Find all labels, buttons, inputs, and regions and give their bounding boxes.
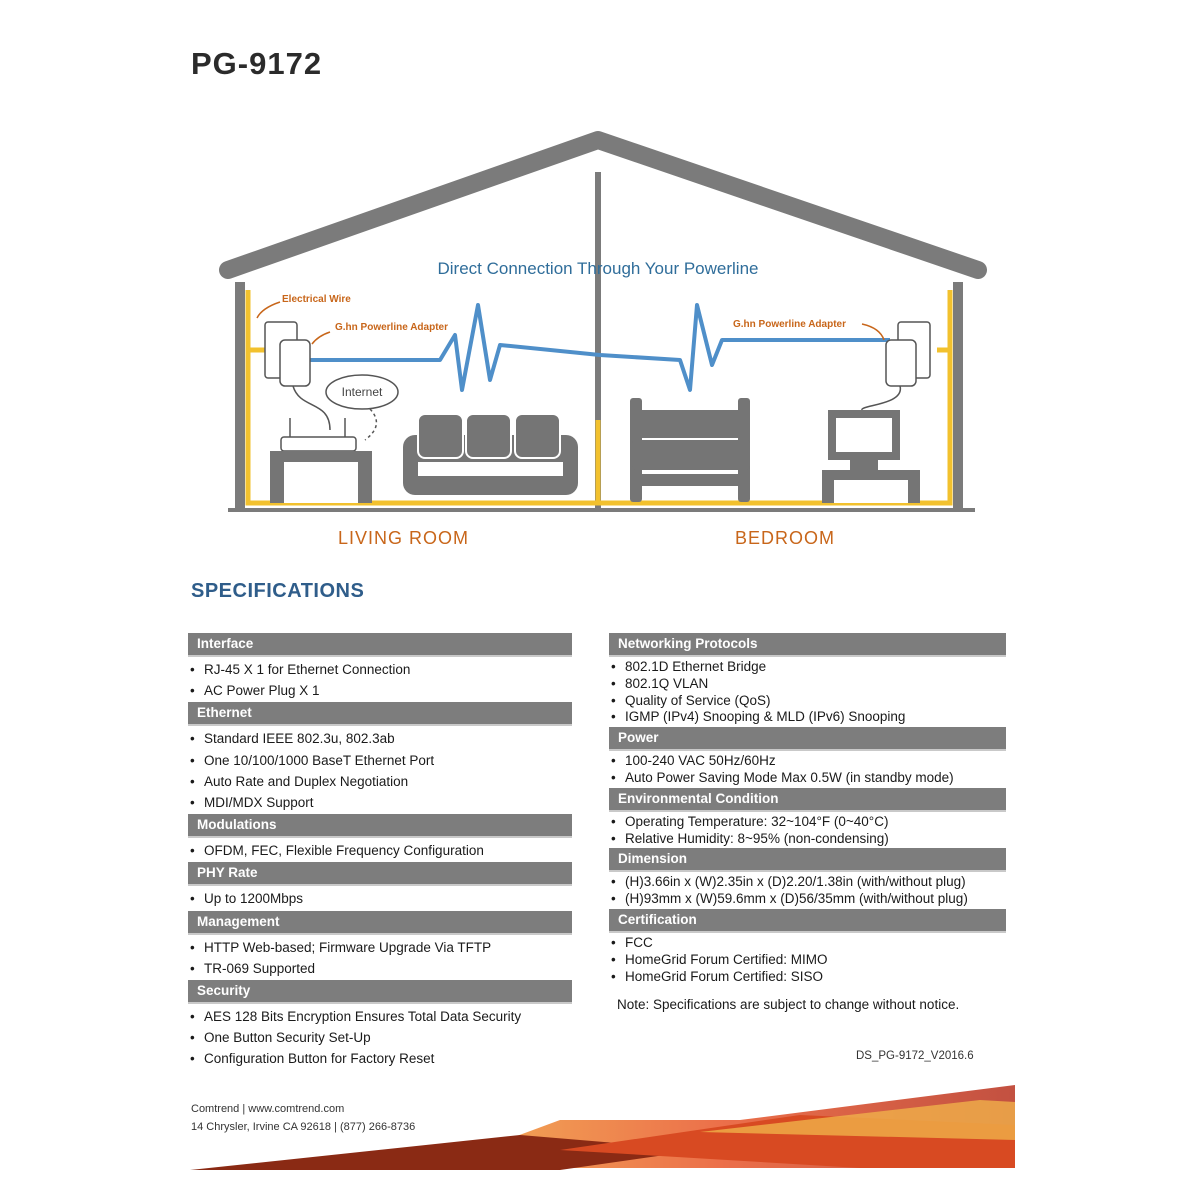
spec-list [609, 751, 1006, 788]
spec-column-left [188, 633, 572, 1071]
spec-item: • HTTP Web-based; Firmware Upgrade Via TFTP [188, 937, 572, 958]
specifications-heading: SPECIFICATIONS [191, 580, 365, 602]
spec-list [188, 1004, 572, 1071]
spec-section-header: Security [188, 980, 572, 1004]
footer-address-line: 14 Chrysler, Irvine CA 92618 | (877) 266-8736 [191, 1121, 416, 1133]
internet-label: Internet [341, 385, 383, 399]
spec-item: • Auto Rate and Duplex Negotiation [188, 771, 572, 792]
spec-item: • (H)3.66in x (W)2.35in x (D)2.20/1.38in (with/without plug) [609, 874, 1006, 891]
electrical-wire-label: Electrical Wire [282, 294, 351, 305]
spec-section-header: Networking Protocols [609, 633, 1006, 657]
spec-item: • Auto Power Saving Mode Max 0.5W (in standby mode) [609, 770, 1006, 787]
specs-note: Note: Specifications are subject to change without notice. [617, 997, 960, 1012]
spec-list [609, 657, 1006, 727]
diagram-heading: Direct Connection Through Your Powerline [437, 259, 759, 278]
spec-item: • 802.1Q VLAN [609, 676, 1006, 693]
spec-item: • Up to 1200Mbps [188, 888, 572, 909]
spec-list [609, 933, 1006, 986]
spec-list [188, 935, 572, 980]
footer-company-line: Comtrend | www.comtrend.com [191, 1103, 345, 1115]
spec-item: • Standard IEEE 802.3u, 802.3ab [188, 728, 572, 749]
spec-list [188, 726, 572, 814]
spec-list [609, 872, 1006, 909]
decorative-footer-banner [0, 1080, 1200, 1180]
spec-item: • Relative Humidity: 8~95% (non-condensing) [609, 831, 1006, 848]
spec-item: • Operating Temperature: 32~104°F (0~40°C) [609, 814, 1006, 831]
spec-list [609, 812, 1006, 849]
spec-section-header: Environmental Condition [609, 788, 1006, 812]
spec-section-header: Power [609, 727, 1006, 751]
spec-item: • AC Power Plug X 1 [188, 680, 572, 701]
spec-item: • FCC [609, 935, 1006, 952]
spec-item: • One 10/100/1000 BaseT Ethernet Port [188, 750, 572, 771]
spec-item: • (H)93mm x (W)59.6mm x (D)56/35mm (with/without plug) [609, 891, 1006, 908]
spec-section-header: Management [188, 911, 572, 935]
roof-outline [228, 140, 978, 270]
spec-item: • HomeGrid Forum Certified: SISO [609, 969, 1006, 986]
powerline-house-diagram [0, 0, 1200, 560]
spec-item: • MDI/MDX Support [188, 792, 572, 813]
spec-section-header: Certification [609, 909, 1006, 933]
spec-item: • TR-069 Supported [188, 958, 572, 979]
spec-section-header: Modulations [188, 814, 572, 838]
living-room-label: LIVING ROOM [338, 528, 470, 548]
spec-column-right [609, 633, 1006, 986]
spec-item: • HomeGrid Forum Certified: MIMO [609, 952, 1006, 969]
adapter-label-right: G.hn Powerline Adapter [733, 319, 846, 330]
bedroom-label: BEDROOM [735, 528, 836, 548]
spec-list [188, 657, 572, 702]
spec-item: • 802.1D Ethernet Bridge [609, 659, 1006, 676]
spec-item: • Configuration Button for Factory Reset [188, 1048, 572, 1069]
spec-list [188, 886, 572, 910]
spec-section-header: Interface [188, 633, 572, 657]
spec-item: • 100-240 VAC 50Hz/60Hz [609, 753, 1006, 770]
spec-section-header: PHY Rate [188, 862, 572, 886]
spec-list [188, 838, 572, 862]
spec-item: • Quality of Service (QoS) [609, 693, 1006, 710]
spec-item: • OFDM, FEC, Flexible Frequency Configuration [188, 840, 572, 861]
page-title: PG-9172 [191, 46, 323, 81]
spec-item: • IGMP (IPv4) Snooping & MLD (IPv6) Snooping [609, 709, 1006, 726]
spec-section-header: Ethernet [188, 702, 572, 726]
spec-item: • AES 128 Bits Encryption Ensures Total Data Security [188, 1006, 572, 1027]
spec-item: • One Button Security Set-Up [188, 1027, 572, 1048]
spec-item: • RJ-45 X 1 for Ethernet Connection [188, 659, 572, 680]
document-id: DS_PG-9172_V2016.6 [856, 1050, 974, 1062]
adapter-label-left: G.hn Powerline Adapter [335, 322, 448, 333]
spec-section-header: Dimension [609, 848, 1006, 872]
